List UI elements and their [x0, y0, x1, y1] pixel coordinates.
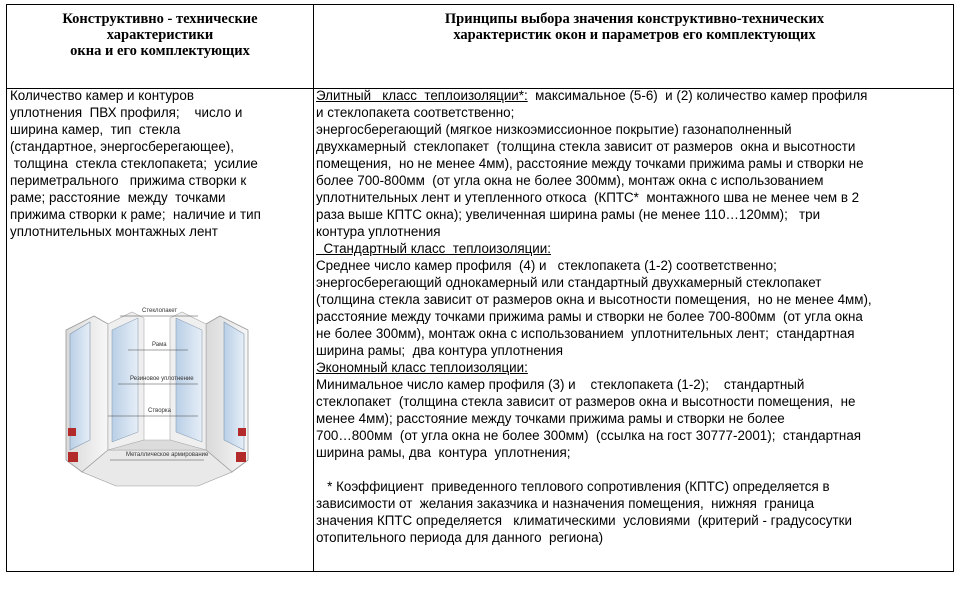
line-text: двухкамерный стеклопакет (толщина стекла зависит от размеров окна и высотности: [316, 139, 856, 154]
line-text: стеклопакет (толщина стекла зависит от размеров окна и высотности помещения, не: [316, 394, 856, 409]
right-text-line: [316, 342, 944, 359]
right-text-line: [316, 87, 944, 104]
right-cell-text: [316, 87, 944, 546]
class-heading: Экономный класс теплоизоляции:: [316, 360, 528, 375]
line-text: максимальное (5-6) и (2) количество камер профиля: [527, 88, 868, 103]
right-text-line: [316, 223, 944, 240]
line-text: ширина рамы; два контура уплотнения: [316, 343, 564, 358]
class-heading: Элитный класс теплоизоляции*:: [316, 88, 528, 103]
right-text-line: [316, 478, 944, 495]
line-text: (толщина стекла зависит от размеров окна и высотности помещения, но не менее 4мм),: [316, 292, 872, 307]
right-text-line: [316, 495, 944, 512]
right-text-line: [316, 172, 944, 189]
line-text: энергосберегающий однокамерный или стандартный двухкамерный стеклопакет: [316, 275, 822, 290]
left-text-line: уплотнения ПВХ профиля; число и: [10, 105, 243, 120]
left-cell-text: [10, 87, 300, 240]
left-text-line: уплотнительных монтажных лент: [10, 224, 218, 239]
class-heading: Стандартный класс теплоизоляции:: [316, 241, 551, 256]
right-text-line: [316, 427, 944, 444]
right-text-line: [316, 155, 944, 172]
line-text: значения КПТС определяется климатическими условиями (критерий - градусосутки: [316, 513, 852, 528]
right-text-line: [316, 257, 944, 274]
right-text-line: [316, 393, 944, 410]
line-text: и стеклопакета соответственно;: [316, 105, 515, 120]
right-text-line: [316, 291, 944, 308]
line-text: Среднее число камер профиля (4) и стеклопакета (1-2) соответственно;: [316, 258, 777, 273]
left-text-line: раме; расстояние между точками: [10, 190, 226, 205]
right-text-line: [316, 308, 944, 325]
right-text-line: [316, 121, 944, 138]
right-text-line: [316, 444, 944, 461]
right-column-header: [314, 11, 955, 43]
line-text: энергосберегающий (мягкое низкоэмиссионное покрытие) газонаполненный: [316, 122, 792, 137]
right-text-line: [316, 240, 944, 257]
right-text-line: [316, 206, 944, 223]
right-text-line: [316, 410, 944, 427]
label-glass-unit: Стеклопакет: [142, 308, 178, 314]
line-text: [316, 462, 320, 477]
line-text: расстояние между точками прижима рамы и створки не более 700-800мм (от угла окна: [316, 309, 863, 324]
line-text: не более 300мм), монтаж окна с использованием уплотнительных лент; стандартная: [316, 326, 855, 341]
right-text-line: [316, 104, 944, 121]
right-text-line: [316, 512, 944, 529]
line-text: отопительного периода для данного региона): [316, 530, 604, 545]
left-header-line: Конструктивно - технические: [62, 11, 258, 27]
left-text-line: толщина стекла стеклопакета; усилие: [10, 156, 258, 171]
line-text: более 700-800мм (от угла окна не более 300мм), монтаж окна с использованием: [316, 173, 824, 188]
left-text-line: Количество камер и контуров: [10, 88, 194, 103]
line-text: контура уплотнения: [316, 224, 441, 239]
left-text-line: (стандартное, энергосберегающее),: [10, 139, 234, 154]
label-metal-reinforcement: Металлическое армирование: [126, 452, 209, 458]
line-text: раза выше КПТС окна); увеличенная ширина рамы (не менее 110…120мм); три: [316, 207, 821, 222]
line-text: Минимальное число камер профиля (3) и стеклопакета (1-2); стандартный: [316, 377, 805, 392]
right-text-line: [316, 376, 944, 393]
line-text: ширина рамы, два контура уплотнения;: [316, 445, 571, 460]
right-header-line: характеристик окон и параметров его комплектующих: [453, 27, 816, 43]
left-header-line: характеристики: [106, 27, 214, 43]
right-text-line: [316, 529, 944, 546]
label-rubber-seal: Резиновое уплотнение: [130, 376, 194, 382]
left-header-line: окна и его комплектующих: [70, 43, 250, 59]
right-text-line: [316, 461, 944, 478]
right-text-line: [316, 274, 944, 291]
line-text: зависимости от желания заказчика и назначения помещения, нижняя граница: [316, 496, 815, 511]
left-text-line: ширина камер, тип стекла: [10, 122, 181, 137]
line-text: менее 4мм); расстояние между точками прижима рамы и створки не более: [316, 411, 785, 426]
window-cross-section-figure: [48, 300, 266, 490]
left-column-header: [7, 11, 313, 59]
line-text: помещения, но не менее 4мм), расстояние между точками прижима рамы и створки не: [316, 156, 864, 171]
label-frame: Рама: [152, 342, 167, 348]
right-text-line: [316, 359, 944, 376]
line-text: уплотнительных лент и утепленного откоса (КПТС* монтажного шва не менее чем в 2: [316, 190, 860, 205]
right-header-line: Принципы выбора значения конструктивно-технических: [444, 11, 825, 27]
right-text-line: [316, 325, 944, 342]
column-divider: [313, 5, 314, 571]
line-text: * Коэффициент приведенного теплового сопротивления (КПТС) определяется в: [316, 479, 830, 494]
right-text-line: [316, 138, 944, 155]
left-text-line: прижима створки к раме; наличие и тип: [10, 207, 261, 222]
left-text-line: периметрального прижима створки к: [10, 173, 247, 188]
line-text: 700…800мм (от угла окна не более 300мм) (ссылка на гост 30777-2001); стандартная: [316, 428, 862, 443]
label-sash: Створка: [148, 408, 171, 414]
right-text-line: [316, 189, 944, 206]
